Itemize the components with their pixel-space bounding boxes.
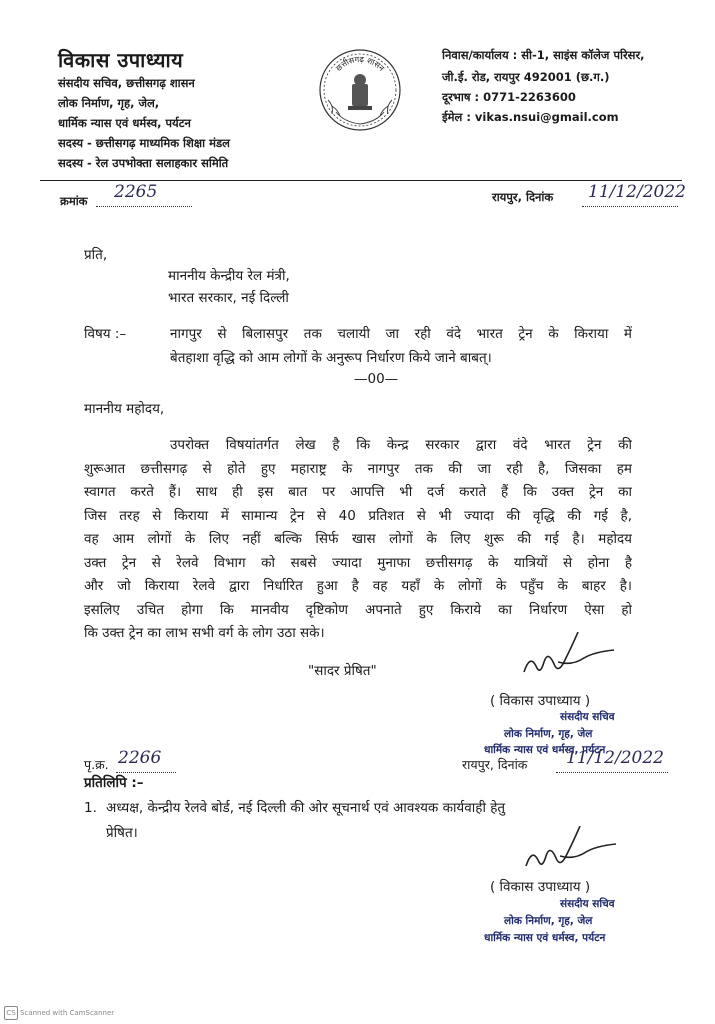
sender-name: विकास उपाध्याय [58, 48, 184, 72]
stamp-line-3: धार्मिक न्यास एवं धर्मस्व, पर्यटन [484, 744, 606, 756]
signature-scribble-1 [518, 632, 618, 692]
letterhead-divider [40, 180, 682, 181]
endorsement-label: पृ.क्र. [84, 757, 109, 772]
recipient-line: माननीय केन्द्रीय रेल मंत्री, [168, 268, 290, 284]
copy-item-line: अध्यक्ष, केन्द्रीय रेलवे बोर्ड, नई दिल्ली की ओर सूचनार्थ एवं आवश्यक कार्यवाही हेतु [106, 800, 506, 816]
emblem-text: छत्तीसगढ़ शासन [334, 54, 387, 73]
body-line: वह आम लोगों के लिए नहीं बल्कि सिर्फ खास लोगों के लिए शुरू की गई है। महोदय [84, 531, 632, 547]
closing-text: "सादर प्रेषित" [308, 663, 377, 679]
body-line: और जो किराया रेलवे द्वारा निर्धारित हुआ है वह यहाँ के लोगों के पहुँच के बाहर है। [84, 578, 632, 594]
subject-line: नागपुर से बिलासपुर तक चलायी जा रही वंदे भारत ट्रेन के किराया में [170, 326, 632, 342]
subject-separator: —00— [354, 371, 399, 387]
contact-email: ईमेल : vikas.nsui@gmail.com [442, 110, 619, 124]
endorsement-place-date-label: रायपुर, दिनांक [462, 757, 528, 772]
stamp-line-2: लोक निर्माण, गृह, जेल [504, 915, 593, 927]
contact-phone: दूरभाष : 0771-2263600 [442, 90, 576, 104]
subject-text [170, 323, 632, 370]
body-line: इसलिए उचित होगा कि मानवीय दृष्टिकोण अपनाते हुए किराये का निर्धारण ऐसा हो [84, 601, 632, 618]
subject-label: विषय :– [84, 326, 127, 342]
ref-date-dotted-line [582, 206, 678, 207]
ref-place-date-label: रायपुर, दिनांक [492, 190, 554, 204]
sender-title: सदस्य - छत्तीसगढ़ माध्यमिक शिक्षा मंडल [58, 136, 230, 150]
salutation: माननीय महोदय, [84, 401, 165, 417]
scanner-text: Scanned with CamScanner [20, 1009, 115, 1017]
sender-title: संसदीय सचिव, छत्तीसगढ़ शासन [58, 76, 195, 90]
scanner-badge [4, 1006, 114, 1020]
contact-city: जी.ई. रोड, रायपुर 492001 (छ.ग.) [442, 70, 610, 84]
body-line: शुरूआत छत्तीसगढ़ से होते हुए महाराष्ट्र के नागपुर तक की जा रही है, जिसका हम [84, 460, 632, 477]
body-paragraph [84, 434, 632, 646]
ref-date: 11/12/2022 [588, 182, 686, 202]
camscanner-icon: CS [4, 1006, 18, 1020]
body-line: स्वागत करते हैं। साथ ही इस बात पर आपत्ति भी दर्ज कराते हैं कि उक्त ट्रेन का [84, 484, 632, 500]
ref-dotted-line [96, 206, 192, 207]
recipient-line: भारत सरकार, नई दिल्ली [168, 290, 289, 306]
endorsement-date-dotted-line [556, 772, 668, 773]
subject-line: बेतहाशा वृद्धि को आम लोगों के अनुरूप निर्धारण किये जाने बाबत्। [170, 349, 492, 366]
copy-item-number: 1. [84, 800, 97, 816]
recipient-to: प्रति, [84, 247, 108, 263]
body-line: उक्त ट्रेन से रेलवे विभाग को सबसे ज्यादा मुनाफा छत्तीसगढ़ के यात्रियों से होना है [84, 554, 632, 571]
signatory-name-1: ( विकास उपाध्याय ) [490, 693, 591, 709]
stamp-line-1: संसदीय सचिव [560, 711, 615, 723]
copy-item-line: प्रेषित। [106, 825, 138, 841]
signatory-name-2: ( विकास उपाध्याय ) [490, 879, 591, 895]
stamp-line-1: संसदीय सचिव [560, 898, 615, 910]
stamp-line-2: लोक निर्माण, गृह, जेल [504, 728, 593, 740]
body-line: उपरोक्त विषयांतर्गत लेख है कि केन्द्र सरकार द्वारा वंदे भारत ट्रेन की [170, 437, 632, 453]
endorsement-date: 11/12/2022 [566, 748, 664, 768]
stamp-line-3: धार्मिक न्यास एवं धर्मस्व, पर्यटन [484, 932, 606, 944]
government-emblem-icon [318, 48, 402, 132]
sender-title: धार्मिक न्यास एवं धर्मस्व, पर्यटन [58, 116, 191, 130]
contact-address: निवास/कार्यालय : सी-1, साइंस कॉलेज परिसर, [442, 48, 645, 62]
endorsement-number: 2266 [118, 748, 162, 768]
ref-label: क्रमांक [60, 194, 88, 208]
sender-title: सदस्य - रेल उपभोक्ता सलाहकार समिति [58, 156, 229, 170]
body-line: जिस तरह से किराया में सामान्य ट्रेन से 40 प्रतिशत से भी ज्यादा की वृद्धि की गई है, [84, 507, 632, 524]
ref-number: 2265 [114, 182, 158, 202]
copy-heading: प्रतिलिपि :– [84, 775, 144, 791]
sender-title: लोक निर्माण, गृह, जेल, [58, 96, 160, 110]
body-line: कि उक्त ट्रेन का लाभ सभी वर्ग के लोग उठा सके। [84, 625, 325, 641]
